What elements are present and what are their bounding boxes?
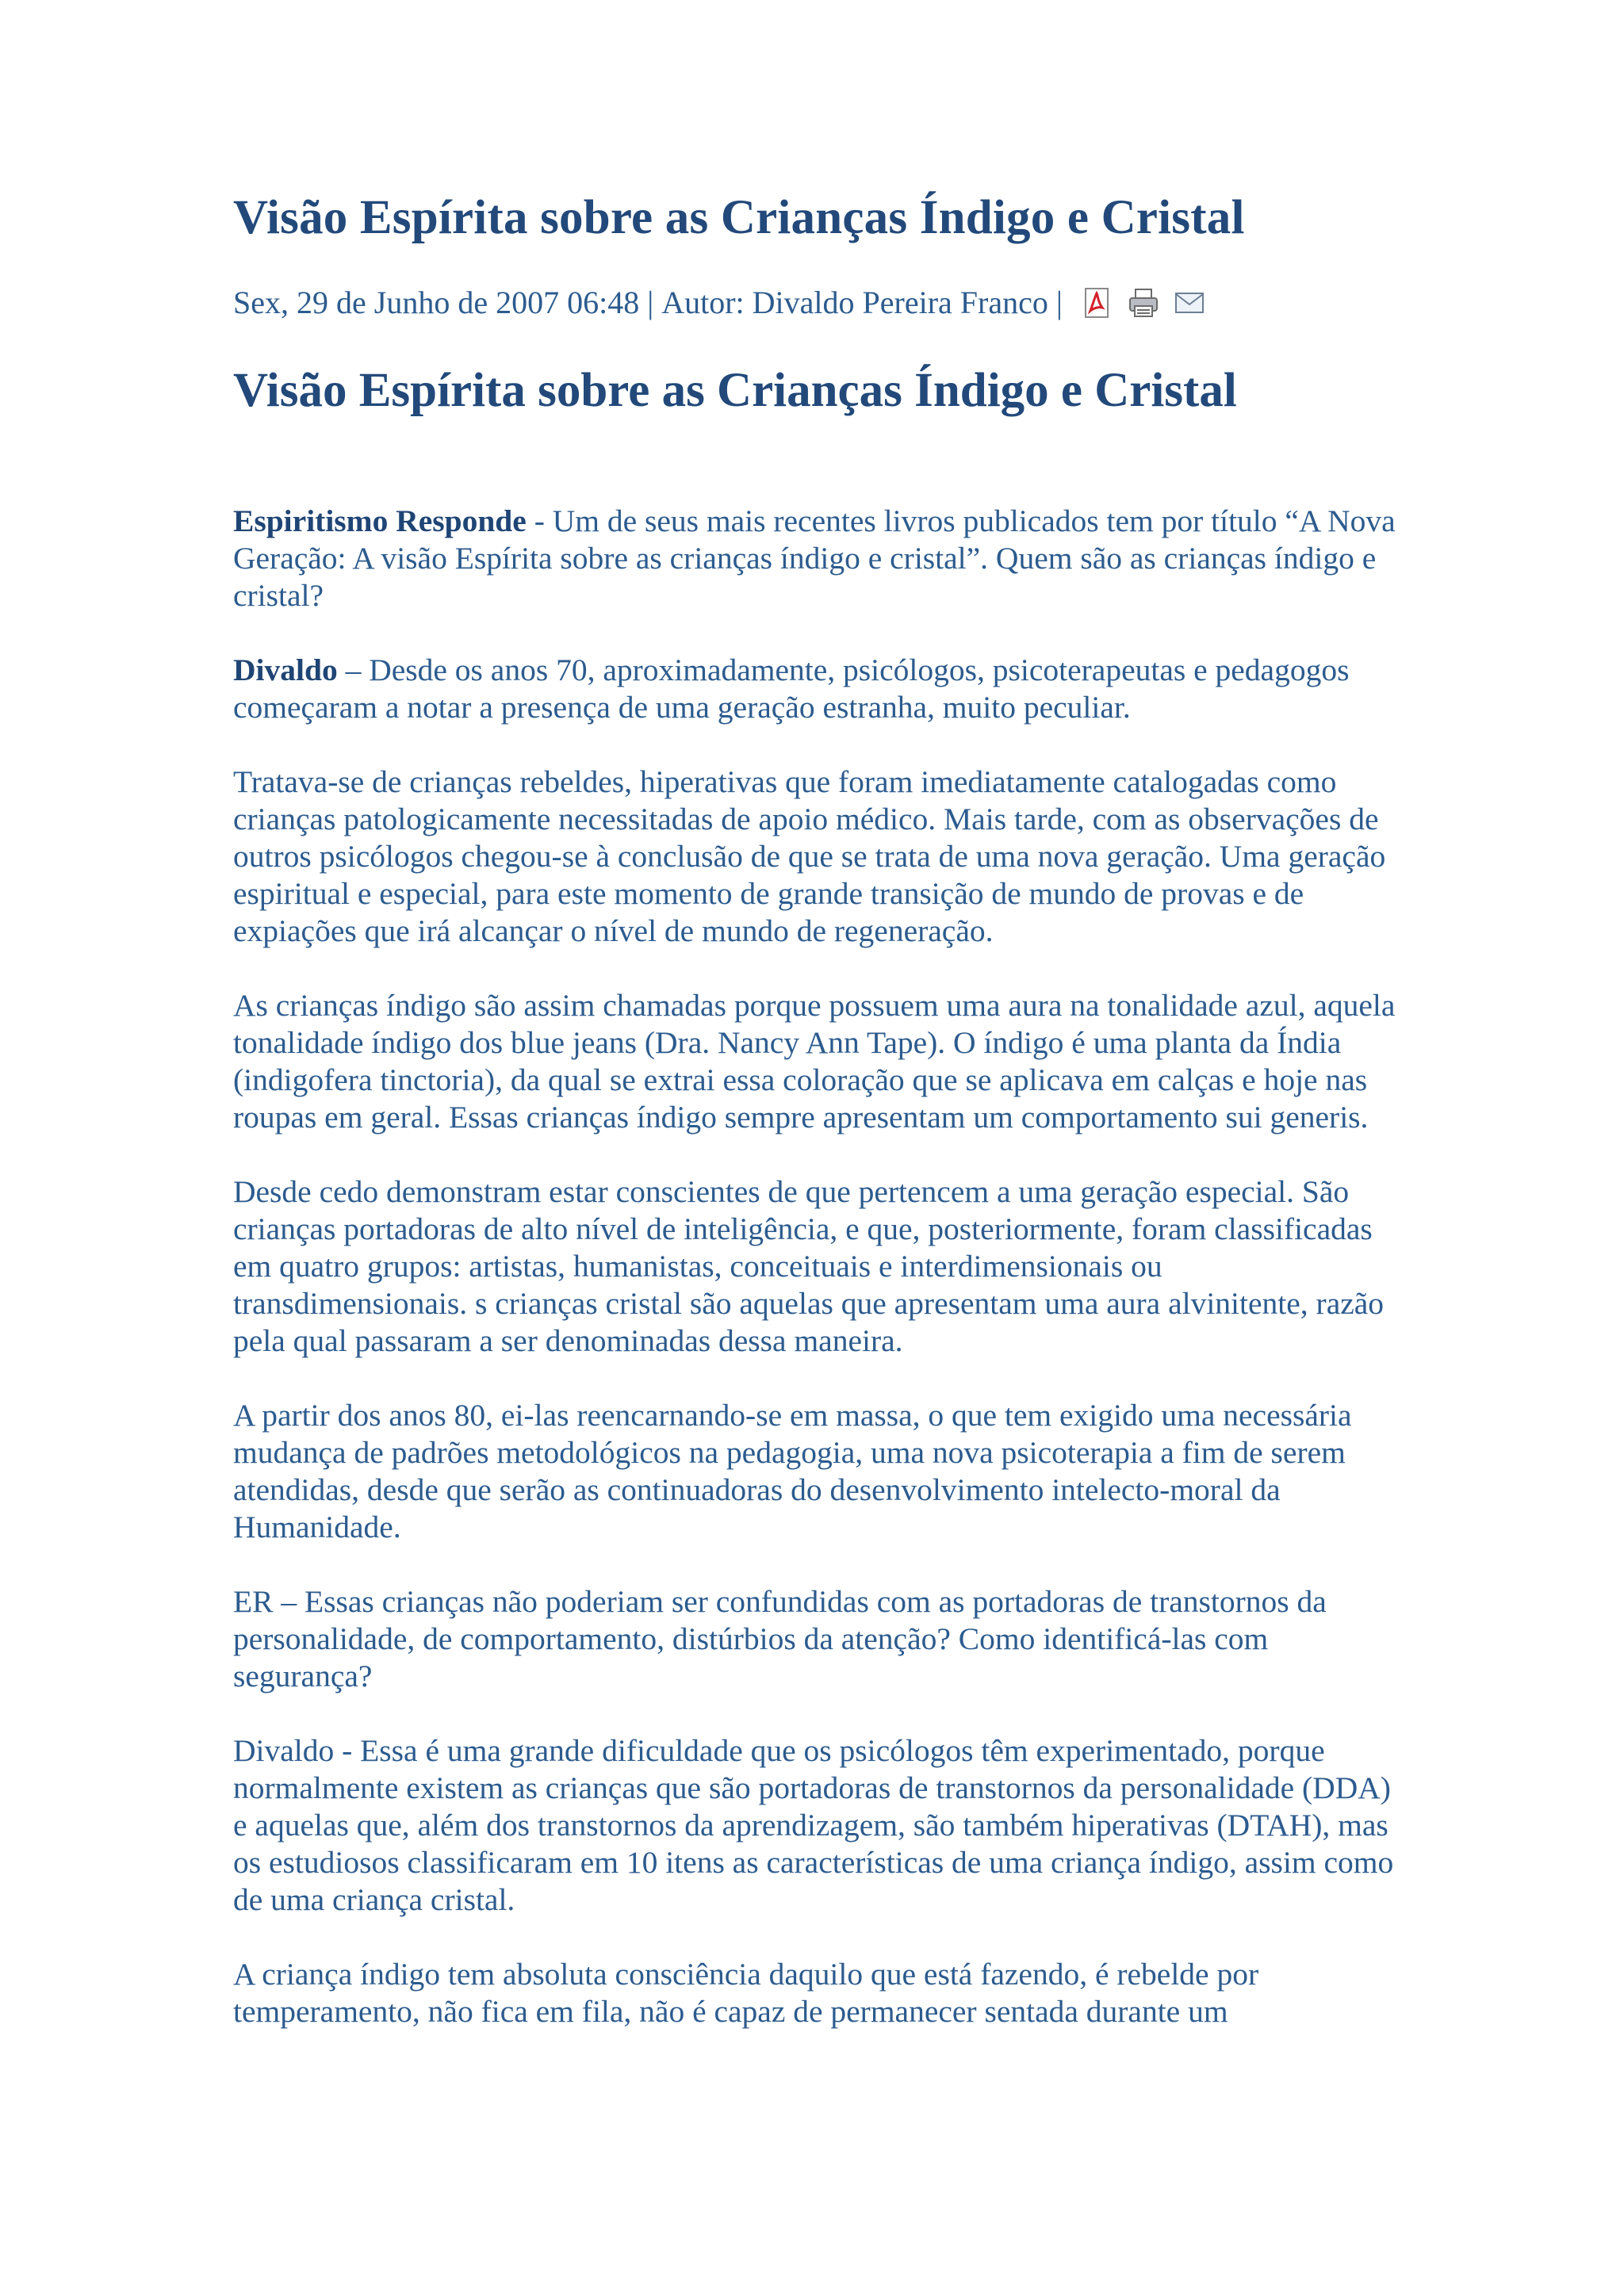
document-page: [233, 190, 1399, 2068]
paragraph: [233, 1397, 1399, 1546]
paragraph: [233, 1732, 1399, 1919]
paragraph-text: - Um de seus mais recentes livros publicados tem por título “A Nova Geração: A visão Espírita sobre as crianças índigo e cristal”. Quem são as crianças índigo e cristal?: [233, 503, 1396, 614]
email-icon[interactable]: [1174, 287, 1205, 319]
paragraph: [233, 652, 1399, 726]
paragraph-text: A partir dos anos 80, ei-las reencarnando-se em massa, o que tem exigido uma necessária mudança de padrões metodológicos na pedagogia, uma nova psicoterapia a fim de serem atendidas, desde que serão as continuadoras do desenvolvimento intelecto-moral da Humanidade.: [233, 1398, 1352, 1545]
paragraph-text: Desde cedo demonstram estar conscientes de que pertencem a uma geração especial. São crianças portadoras de alto nível de inteligência, e que, posteriormente, foram classificadas em quatro grupos: artistas, humanistas, conceituais e interdimensionais ou transdimensionais. s crianças cristal são aquelas que apresentam uma aura alvinitente, razão pela qual passaram a ser denominadas dessa maneira.: [233, 1174, 1385, 1359]
paragraph-text: A criança índigo tem absoluta consciência daquilo que está fazendo, é rebelde por temperamento, não fica em fila, não é capaz de permanecer sentada durante um: [233, 1957, 1259, 2030]
meta-separator: |: [1055, 285, 1063, 321]
meta-separator: |: [647, 285, 654, 321]
article-subtitle: Visão Espírita sobre as Crianças Índigo e Cristal: [233, 364, 1237, 418]
article-date: Sex, 29 de Junho de 2007 06:48: [233, 285, 640, 321]
paragraph: [233, 763, 1399, 950]
article-body: [233, 503, 1399, 2030]
print-icon[interactable]: [1128, 287, 1159, 319]
paragraph-lead: Espiritismo Responde: [233, 503, 527, 539]
paragraph-text: ER – Essas crianças não poderiam ser confundidas com as portadoras de transtornos da personalidade, de comportamento, distúrbios da atenção? Como identificá-las com segurança?: [233, 1584, 1327, 1694]
paragraph: [233, 1583, 1399, 1695]
article-meta: [233, 284, 1399, 322]
article-title: Visão Espírita sobre as Crianças Índigo e Cristal: [233, 191, 1245, 244]
paragraph: [233, 503, 1399, 614]
paragraph-text: Tratava-se de crianças rebeldes, hiperativas que foram imediatamente catalogadas como crianças patologicamente necessitadas de apoio médico. Mais tarde, com as observações de outros psicólogos chegou-se à conclusão de que se trata de uma nova geração. Uma geração espiritual e especial, para este momento de grande transição de mundo de provas e de expiações que irá alcançar o nível de mundo de regeneração.: [233, 764, 1386, 949]
pdf-icon[interactable]: [1082, 287, 1113, 319]
paragraph-text: – Desde os anos 70, aproximadamente, psicólogos, psicoterapeutas e pedagogos começaram a notar a presença de uma geração estranha, muito peculiar.: [233, 652, 1350, 725]
paragraph: [233, 1956, 1399, 2030]
paragraph: [233, 1173, 1399, 1360]
paragraph-lead: Divaldo: [233, 652, 338, 688]
article-actions: [1082, 287, 1205, 319]
paragraph-text: Divaldo - Essa é uma grande dificuldade que os psicólogos têm experimentado, porque normalmente existem as crianças que são portadoras de transtornos da personalidade (DDA) e aquelas que, além dos transtornos da aprendizagem, são também hiperativas (DTAH), mas os estudiosos classificaram em 10 itens as características de uma criança índigo, assim como de uma criança cristal.: [233, 1733, 1394, 1918]
paragraph-text: As crianças índigo são assim chamadas porque possuem uma aura na tonalidade azul, aquela tonalidade índigo dos blue jeans (Dra. Nancy Ann Tape). O índigo é uma planta da Índia (indigofera tinctoria), da qual se extrai essa coloração que se aplicava em calças e hoje nas roupas em geral. Essas crianças índigo sempre apresentam um comportamento sui generis.: [233, 988, 1396, 1135]
paragraph: [233, 987, 1399, 1136]
article-author: Autor: Divaldo Pereira Franco: [661, 285, 1048, 321]
